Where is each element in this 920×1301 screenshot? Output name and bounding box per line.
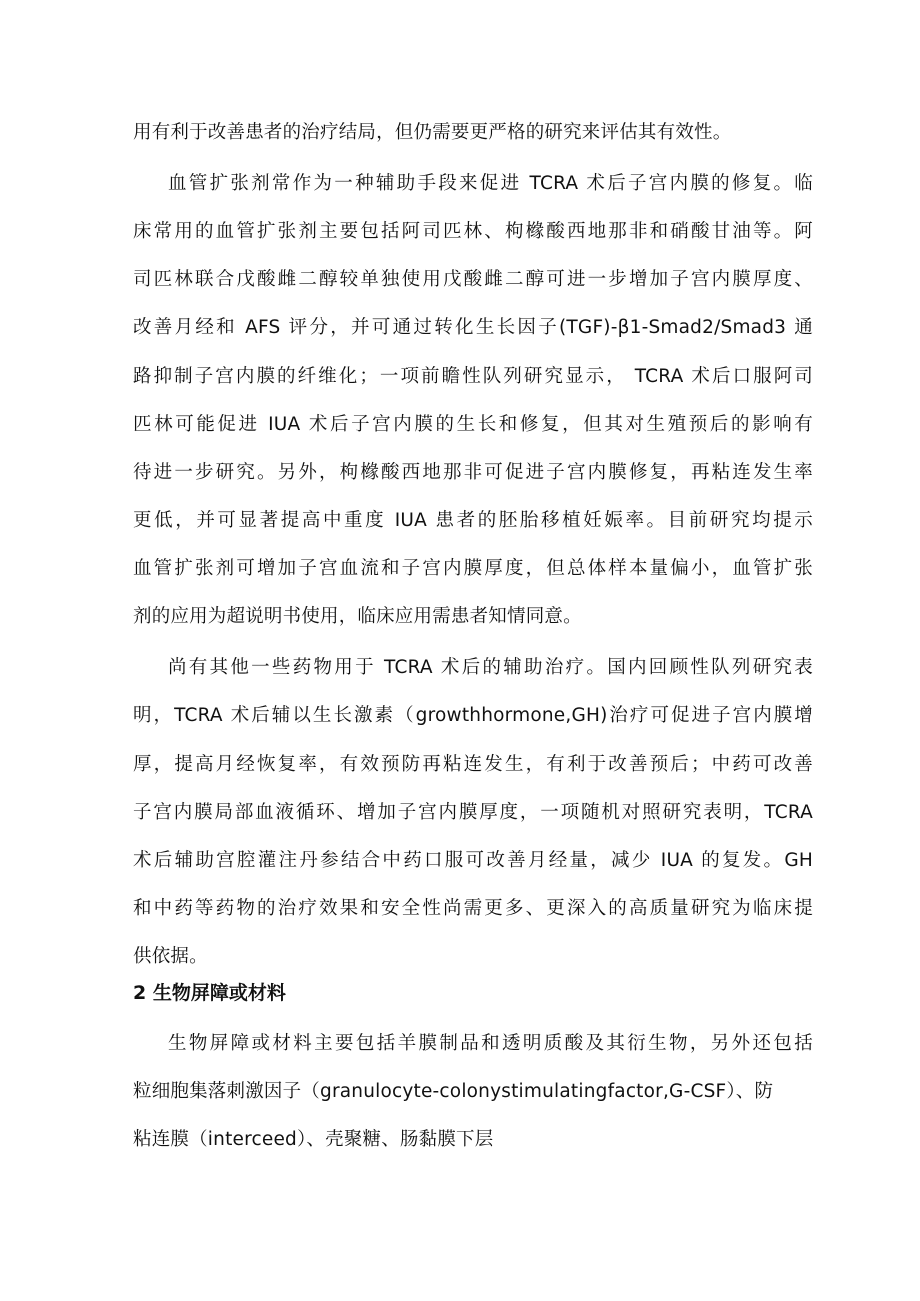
vasodilator-line-9: 血管扩张剂可增加子宫血流和子宫内膜厚度，但总体样本量偏小，血管扩张: [133, 558, 813, 579]
intro-line-1: 用有利于改善患者的治疗结局，但仍需要更严格的研究来评估其有效性。: [133, 122, 732, 143]
section-heading: 2 生物屏障或材料: [133, 982, 286, 1004]
other-drugs-line-1: 尚有其他一些药物用于 TCRA 术后的辅助治疗。国内回顾性队列研究表: [168, 657, 813, 678]
barrier-line-3: 粘连膜（interceed）、壳聚糖、肠黏膜下层: [133, 1129, 494, 1150]
vasodilator-line-8: 更低，并可显著提高中重度 IUA 患者的胚胎移植妊娠率。目前研究均提示: [133, 510, 813, 531]
vasodilator-line-3: 司匹林联合戊酸雌二醇较单独使用戊酸雌二醇可进一步增加子宫内膜厚度、: [133, 269, 813, 290]
vasodilator-line-6: 匹林可能促进 IUA 术后子宫内膜的生长和修复，但其对生殖预后的影响有: [133, 414, 813, 435]
vasodilator-line-4: 改善月经和 AFS 评分，并可通过转化生长因子(TGF)-β1-Smad2∕Smad3 通: [133, 317, 813, 338]
other-drugs-line-7: 供依据。: [133, 946, 208, 967]
other-drugs-line-4: 子宫内膜局部血液循环、增加子宫内膜厚度，一项随机对照研究表明，TCRA: [133, 802, 813, 823]
vasodilator-line-5: 路抑制子宫内膜的纤维化；一项前瞻性队列研究显示， TCRA 术后口服阿司: [133, 366, 813, 387]
other-drugs-line-2: 明，TCRA 术后辅以生长激素（growthhormone,GH)治疗可促进子宫内膜增: [133, 705, 813, 726]
vasodilator-line-10: 剂的应用为超说明书使用，临床应用需患者知情同意。: [133, 606, 582, 627]
vasodilator-line-7: 待进一步研究。另外，枸橼酸西地那非可促进子宫内膜修复，再粘连发生率: [133, 462, 813, 483]
other-drugs-line-6: 和中药等药物的治疗效果和安全性尚需更多、更深入的高质量研究为临床提: [133, 898, 813, 919]
other-drugs-line-3: 厚，提高月经恢复率，有效预防再粘连发生，有利于改善预后；中药可改善: [133, 754, 813, 775]
barrier-line-2: 粒细胞集落刺激因子（granulocyte-colonystimulatingfactor,G-CSF）、防: [133, 1081, 774, 1102]
vasodilator-line-2: 床常用的血管扩张剂主要包括阿司匹林、枸橼酸西地那非和硝酸甘油等。阿: [133, 221, 813, 242]
other-drugs-line-5: 术后辅助宫腔灌注丹参结合中药口服可改善月经量，减少 IUA 的复发。GH: [133, 850, 813, 871]
barrier-line-1: 生物屏障或材料主要包括羊膜制品和透明质酸及其衍生物，另外还包括: [168, 1033, 813, 1054]
vasodilator-line-1: 血管扩张剂常作为一种辅助手段来促进 TCRA 术后子宫内膜的修复。临: [168, 173, 813, 194]
